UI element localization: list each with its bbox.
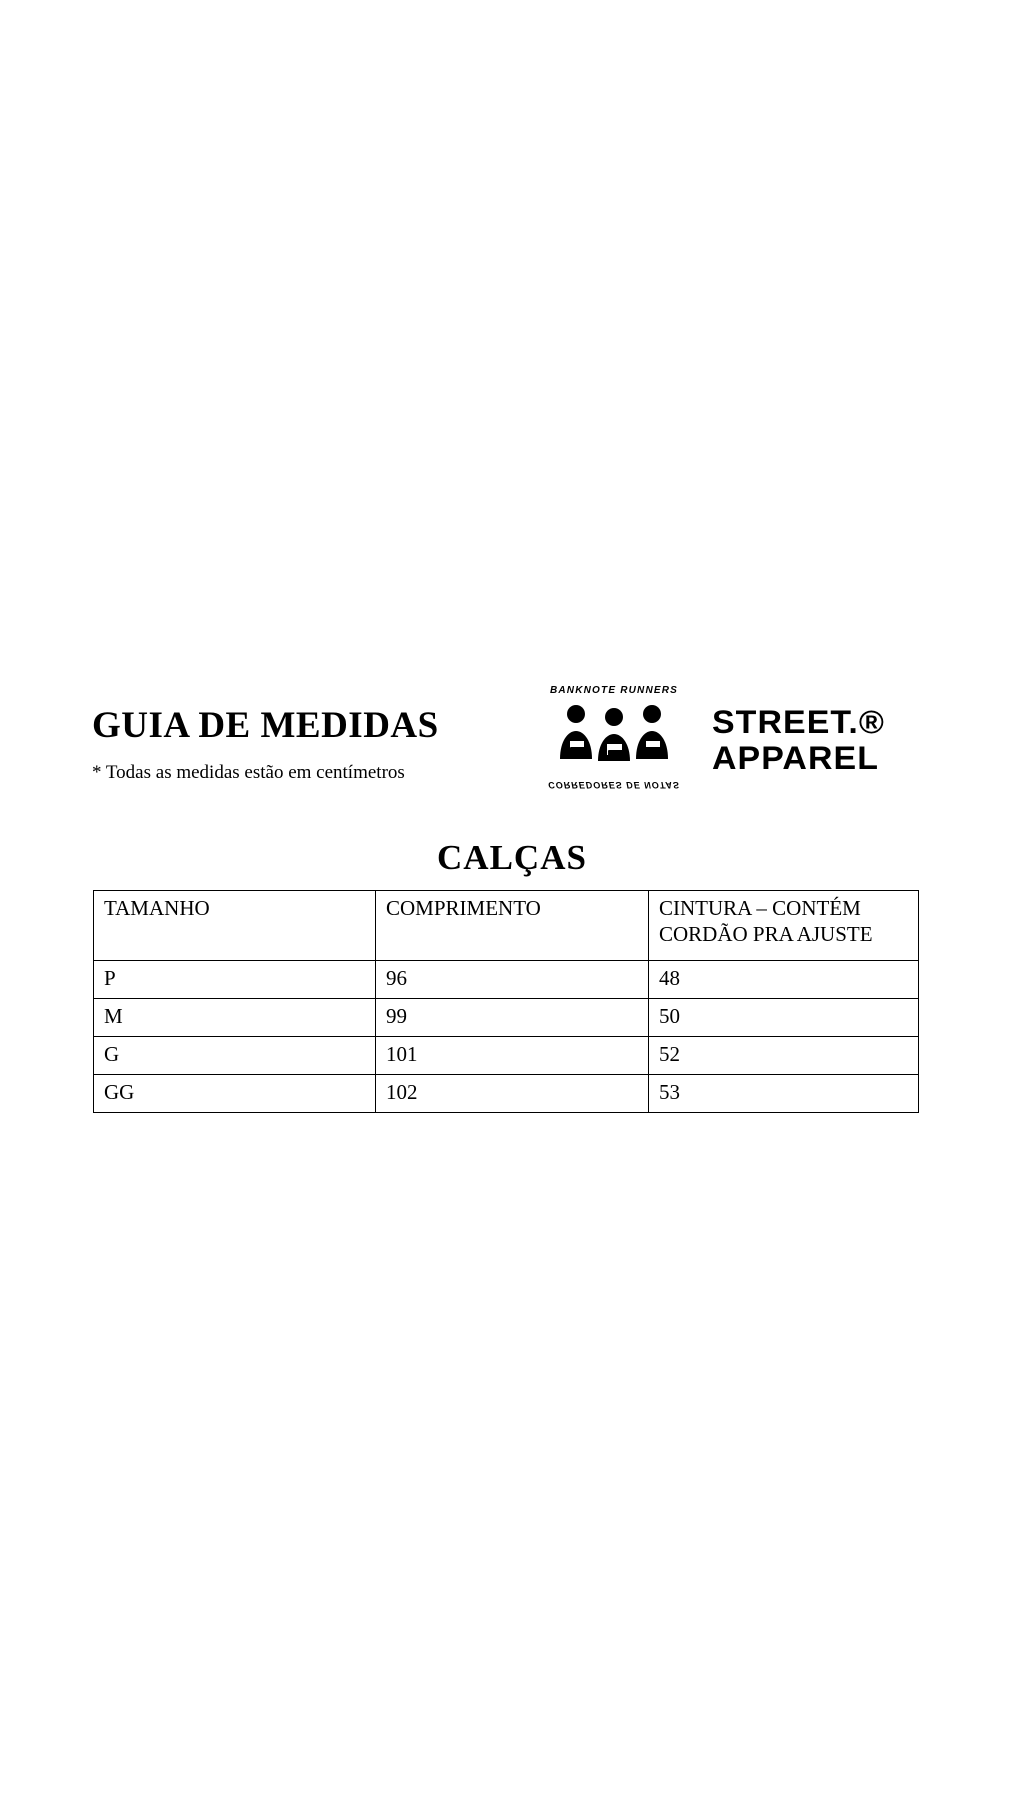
table-header-row: [94, 891, 919, 961]
document-header: [92, 685, 932, 800]
cell-length: 99: [376, 999, 649, 1037]
cell-size: GG: [94, 1075, 376, 1113]
banknote-runners-logo: [534, 685, 694, 790]
table-row: [94, 999, 919, 1037]
street-apparel-line-1: STREET.®: [712, 704, 885, 740]
cell-size: M: [94, 999, 376, 1037]
cell-size: G: [94, 1037, 376, 1075]
cell-waist: 52: [649, 1037, 919, 1075]
banknote-runners-top-text: BANKNOTE RUNNERS: [549, 685, 679, 696]
cell-length: 96: [376, 961, 649, 999]
units-note: * Todas as medidas estão em centímetros: [92, 762, 405, 783]
cell-length: 101: [376, 1037, 649, 1075]
cell-waist: 53: [649, 1075, 919, 1113]
cell-waist: 48: [649, 961, 919, 999]
street-apparel-line-2: APPAREL: [712, 740, 879, 776]
table-row: [94, 1075, 919, 1113]
cell-size: P: [94, 961, 376, 999]
street-apparel-logo: [712, 704, 940, 784]
column-header-size: TAMANHO: [94, 891, 376, 961]
table-row: [94, 961, 919, 999]
cell-length: 102: [376, 1075, 649, 1113]
section-title: CALÇAS: [437, 838, 587, 877]
banknote-runners-bottom-text: CORREDORES DE NOTAS: [548, 780, 680, 790]
column-header-waist: CINTURA – CONTÉM CORDÃO PRA AJUSTE: [649, 891, 919, 961]
column-header-length: COMPRIMENTO: [376, 891, 649, 961]
cell-waist: 50: [649, 999, 919, 1037]
page-title: GUIA DE MEDIDAS: [92, 705, 439, 746]
table-row: [94, 1037, 919, 1075]
three-figures-icon: [550, 701, 678, 763]
size-table: [93, 890, 919, 1113]
